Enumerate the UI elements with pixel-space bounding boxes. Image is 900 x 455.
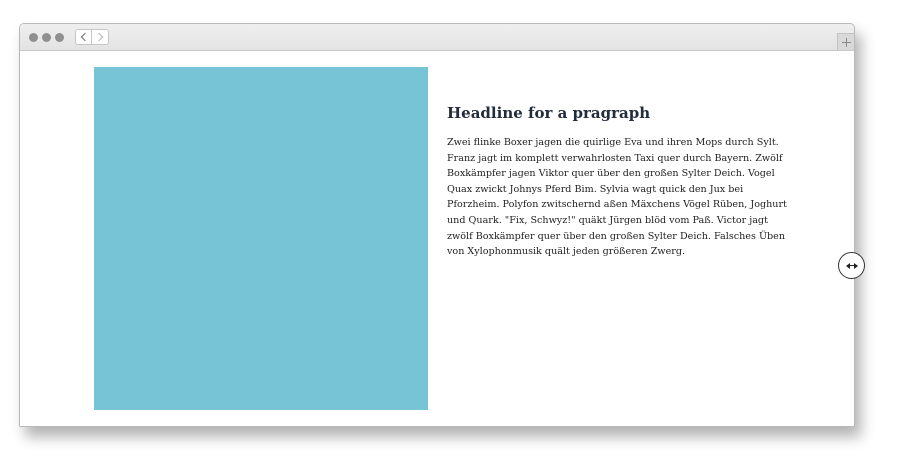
- horizontal-resize-icon: [846, 263, 858, 269]
- new-tab-button[interactable]: [837, 33, 854, 50]
- close-window-button[interactable]: [29, 33, 38, 42]
- chevron-right-icon: [94, 33, 102, 41]
- browser-window: [19, 23, 855, 427]
- window-controls: [29, 33, 64, 42]
- back-button[interactable]: [75, 29, 92, 45]
- plus-icon: [842, 38, 851, 47]
- navigation-buttons: [75, 29, 109, 45]
- page-content: [20, 51, 854, 427]
- zoom-window-button[interactable]: [55, 33, 64, 42]
- resize-handle[interactable]: [838, 252, 865, 279]
- title-bar: [20, 24, 854, 51]
- paragraph: Zwei flinke Boxer jagen die quirlige Eva und ihren Mops durch Sylt. Franz jagt im komplett verwahrlosten Taxi quer durch Bayern. Zwölf Boxkämpfer jagen Viktor quer über den großen Sylter Deich. Vogel Quax zwickt Johnys Pferd Bim. Sylvia wagt quick den Jux bei Pforzheim. Polyfon zwitschernd aßen Mäxchens Vögel Rüben, Joghurt und Quark. "Fix, Schwyz!" quäkt Jürgen blöd vom Paß. Victor jagt zwölf Boxkämpfer quer über den großen Sylter Deich. Falsches Üben von Xylophonmusik quält jeden größeren Zwerg.: [447, 137, 787, 258]
- forward-button[interactable]: [92, 29, 109, 45]
- text-block: [447, 103, 787, 260]
- chevron-left-icon: [81, 33, 89, 41]
- image-placeholder: [94, 67, 428, 410]
- headline: Headline for a pragraph: [447, 104, 651, 122]
- minimize-window-button[interactable]: [42, 33, 51, 42]
